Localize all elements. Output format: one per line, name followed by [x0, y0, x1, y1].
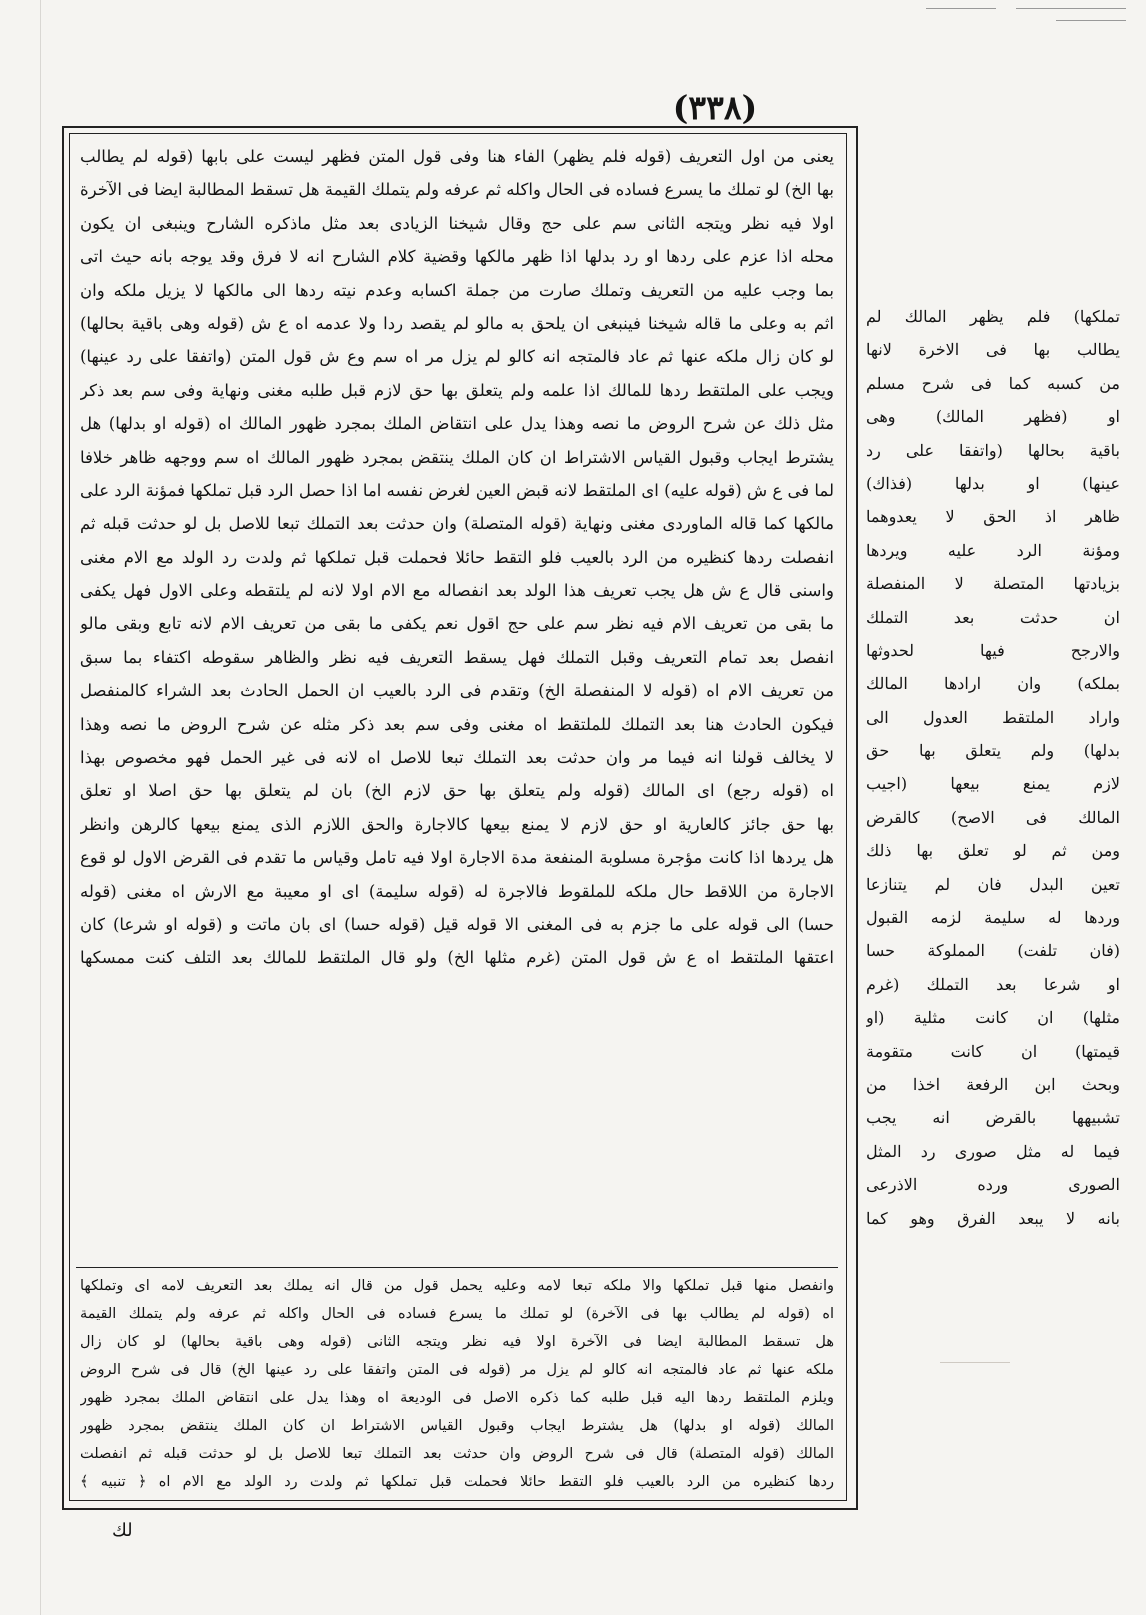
text-line: انفصلت ردها كنظيره من الرد بالعيب فلو التقط حائلا فحملت قبل تملكها ثم ولدت رد الولد مع الام مغنى: [80, 547, 834, 567]
margin-line: ومن ثم لو تعلق بها ذلك: [866, 841, 1120, 861]
margin-line: قيمتها) ان كانت متقومة: [866, 1041, 1120, 1061]
page-number: (٣٣٨): [672, 88, 758, 127]
text-line: لو كان زال ملكه عنها ثم عاد فالمتجه انه كالو لم يزل مر اه سم وع ش قول المتن (واتفقا على رد عينها): [80, 347, 834, 367]
margin-line: الصورى ورده الاذرعى: [866, 1175, 1120, 1195]
secondary-commentary-block: [80, 1272, 834, 1497]
margin-line: واراد الملتقط العدول الى: [866, 707, 1120, 727]
text-line: المالك (قوله او بدلها) هل يشترط ايجاب وقبول القياس الاشتراط ان كان الملك ينتقض بمجرد ظهور: [80, 1418, 834, 1434]
margin-line: بملكه) وان ارادها المالك: [866, 674, 1120, 694]
margin-line: عينها) او بدلها (فذاك): [866, 473, 1120, 493]
margin-line: باقية بحالها (واتفقا على رد: [866, 440, 1120, 460]
margin-line: لازم يمنع بيعها (اجيب: [866, 774, 1120, 794]
text-line: اه (قوله لم يطالب بها فى الآخرة) لو تملك ما يسرع فساده فى الحال واكله ثم عرفه ولم يتملك القيمة: [80, 1306, 834, 1322]
text-line: المالك (قوله المتصلة) قال فى شرح الروض وان حدثت بعد التملك تبعا للاصل بل لو حدثت قبله ثم انفصلت: [80, 1446, 834, 1462]
text-line: واسنى قال ع ش هل يجب تعريف هذا الولد بعد انفصاله مع الام اولا لانه لم يلتقطه وعلى الاول فهل يكفى: [80, 581, 834, 601]
page-gutter-line: [40, 0, 41, 1615]
margin-line: تشبيهها بالقرض انه يجب: [866, 1108, 1120, 1128]
margin-line: مثلها) ان كانت مثلية (او: [866, 1008, 1120, 1028]
margin-line: تملكها) فلم يظهر المالك لم: [866, 307, 1120, 326]
margin-line: بزيادتها المتصلة لا المنفصلة: [866, 574, 1120, 594]
text-line: بما وجب عليه من التعريف وتملك صارت من جملة اكسابه وعدم نيته ردها الى مالكها لا يزيل ملكه وان: [80, 280, 834, 300]
text-line: يعنى من اول التعريف (قوله فلم يظهر) الفاء هنا وفى قول المتن فظهر ليست على بابها (قوله لم يطالب: [80, 147, 834, 166]
paper-speck: [940, 1362, 1010, 1363]
margin-line: وبحث ابن الرفعة اخذا من: [866, 1074, 1120, 1094]
catchword: لك: [112, 1520, 133, 1541]
text-line: اثم به وعلى ما قاله شيخنا فينبغى ان يلحق به مالو لم يقصد ردا ولا عدمه اه ع ش (قوله وهى باقية بحالها): [80, 313, 834, 333]
text-line: ملكه عنها ثم عاد فالمتجه انه كالو لم يزل مر (قوله فى المتن واتفقا على رد عينها الخ) قال فى شرح الروض: [80, 1362, 834, 1378]
text-line: ما بقى من تعريف الام فيه نظر سم على حج اقول نعم يكفى ما بقى من تعريف الام لانه تابع وبقى مالو: [80, 614, 834, 634]
margin-line: بانه لا يبعد الفرق وهو كما: [866, 1208, 1120, 1228]
margin-line: المالك فى الاصح) كالقرض: [866, 807, 1120, 827]
text-line: ردها كنظيره من الرد بالعيب فلو التقط حائلا فحملت قبل تملكها ثم ولدت رد الولد مع الام اه ﴿ تنبيه ﴾: [80, 1474, 834, 1490]
margin-line: ومؤنة الرد عليه ويردها: [866, 540, 1120, 560]
margin-line: بدلها) ولم يتعلق بها حق: [866, 741, 1120, 761]
text-line: الاجارة من اللاقط حال ملكه للملقوط فالاجرة له (قوله سليمة) اى او معيبة مع الارش اه مغنى (قوله: [80, 881, 834, 901]
corner-rule-marks: [906, 0, 1146, 40]
text-line: لما فى ع ش (قوله عليه) اى الملتقط لانه قبض العين لغرض نفسه اما اذا حصل الرد قبل تملكها فمؤنة الرد على: [80, 480, 834, 500]
text-line: بها الخ) لو تملك ما يسرع فساده فى الحال واكله ثم عرفه ولم يتملك القيمة هل تسقط المطالبة ايضا فى الآخرة: [80, 180, 834, 200]
margin-line: فيما له مثل صورى رد المثل: [866, 1141, 1120, 1161]
text-line: فيكون الحادث هنا بعد التملك للملتقط اه مغنى وفى سم بعد ذكر مثله عن شرح الروض ما نصه وهذا: [80, 714, 834, 734]
text-line: لا يخالف قولنا انه فيما مر وان حدثت بعد التملك تبعا للاصل اه لانه فى غير الحمل فهو مخصوص بهذا: [80, 748, 834, 768]
margin-line: وردها له سليمة لزمه القبول: [866, 908, 1120, 928]
text-line: حسا) الى قوله على ما جزم به فى المغنى الا قوله قيل (قوله حسا) اى بان ماتت و (قوله او شرعا) كان: [80, 914, 834, 934]
text-line: اه (قوله رجع) اى المالك (قوله ولم يتعلق بها حق لازم الخ) بان لم يتعلق بها حق اصلا او تعلق: [80, 781, 834, 801]
main-commentary-block: [80, 140, 834, 1265]
margin-matn-text: [866, 300, 1120, 1345]
margin-line: او شرعا بعد التملك (غرم: [866, 974, 1120, 994]
margin-line: (فان تلفت) المملوكة حسا: [866, 941, 1120, 961]
text-line: محله اذا عزم على ردها او رد بدلها اذا ظهر مالكها وقضية كلام الشارح انه لا فرق وقد يوجه بانه حيث اتى: [80, 247, 834, 267]
margin-line: تعين البدل فان لم يتنازعا: [866, 874, 1120, 894]
text-line: بها حق جائز كالعارية او حق لازم لا يمنع بيعها كالاجارة والحق اللازم الذى يمنع بيعها كالرهن وانظر: [80, 814, 834, 834]
margin-line: او (فظهر المالك) وهى: [866, 407, 1120, 427]
text-line: انفصل بعد تمام التعريف وقبل التملك فهل يسقط التعريف فيه نظر والظاهر سقوطه اكتفاء بما سبق: [80, 647, 834, 667]
section-divider: [76, 1267, 838, 1268]
text-line: من تعريف الام اه (قوله لا المنفصلة الخ) وتقدم فى الرد بالعيب ان الحمل الحادث بعد الشراء كالمنفصل: [80, 681, 834, 701]
margin-line: من كسبه كما فى شرح مسلم: [866, 373, 1120, 393]
text-line: يشترط ايجاب وقبول القياس الاشتراط ان كان الملك ينتقض بمجرد ظهور المالك اه سم ووجهه ظاهر خلافا: [80, 447, 834, 467]
margin-line: ظاهر اذ الحق لا يعدوهما: [866, 507, 1120, 527]
text-line: اولا فيه نظر ويتجه الثانى سم على حج وقال شيخنا الزيادى بعد مثل ماذكره الشارح وينبغى ان يكون: [80, 213, 834, 233]
margin-line: يطالب بها فى الاخرة لانها: [866, 340, 1120, 360]
text-line: ويلزم الملتقط ردها اليه قبل طلبه كما ذكره الاصل فى الوديعة اه وهذا يدل على انتقاض الملك بمجرد ظهور: [80, 1390, 834, 1406]
margin-line: والارجح فيها لحدوثها: [866, 640, 1120, 660]
text-line: اعتقها الملتقط اه ع ش قول المتن (غرم مثلها الخ) ولو قال الملتقط للمالك بعد التلف كنت ممسكها: [80, 948, 834, 968]
text-line: مالكها كما قاله الماوردى مغنى ونهاية (قوله المتصلة) وان حدثت بعد التملك تبعا للاصل بل لو حدثت قبله ثم: [80, 514, 834, 534]
text-line: ويجب على الملتقط ردها للمالك اذا علمه ولم يتعلق بها حق لازم قبل طلبه مغنى ونهاية وفى سم بعد ذكر: [80, 380, 834, 400]
text-line: هل يردها اذا كانت مؤجرة مسلوبة المنفعة مدة الاجارة اولا فيه تامل وقياس ما تقدم فى القرض الاول لو قوع: [80, 848, 834, 868]
margin-line: ان حدثت بعد التملك: [866, 607, 1120, 627]
text-line: [80, 1496, 834, 1497]
text-line: وانفصل منها قبل تملكها والا ملكه تبعا لامه وعليه يحمل قول من قال انه يملك بعد التعريف لامه اى وتملكها: [80, 1278, 834, 1294]
text-line: هل تسقط المطالبة ايضا فى الآخرة اولا فيه نظر ويتجه الثانى (قوله وهى باقية بحالها) لو كان زال: [80, 1334, 834, 1350]
text-line: مثل ذلك عن شرح الروض ما نصه وهذا يدل على انتقاض الملك بمجرد ظهور المالك اه (قوله او بدلها) هل: [80, 414, 834, 434]
